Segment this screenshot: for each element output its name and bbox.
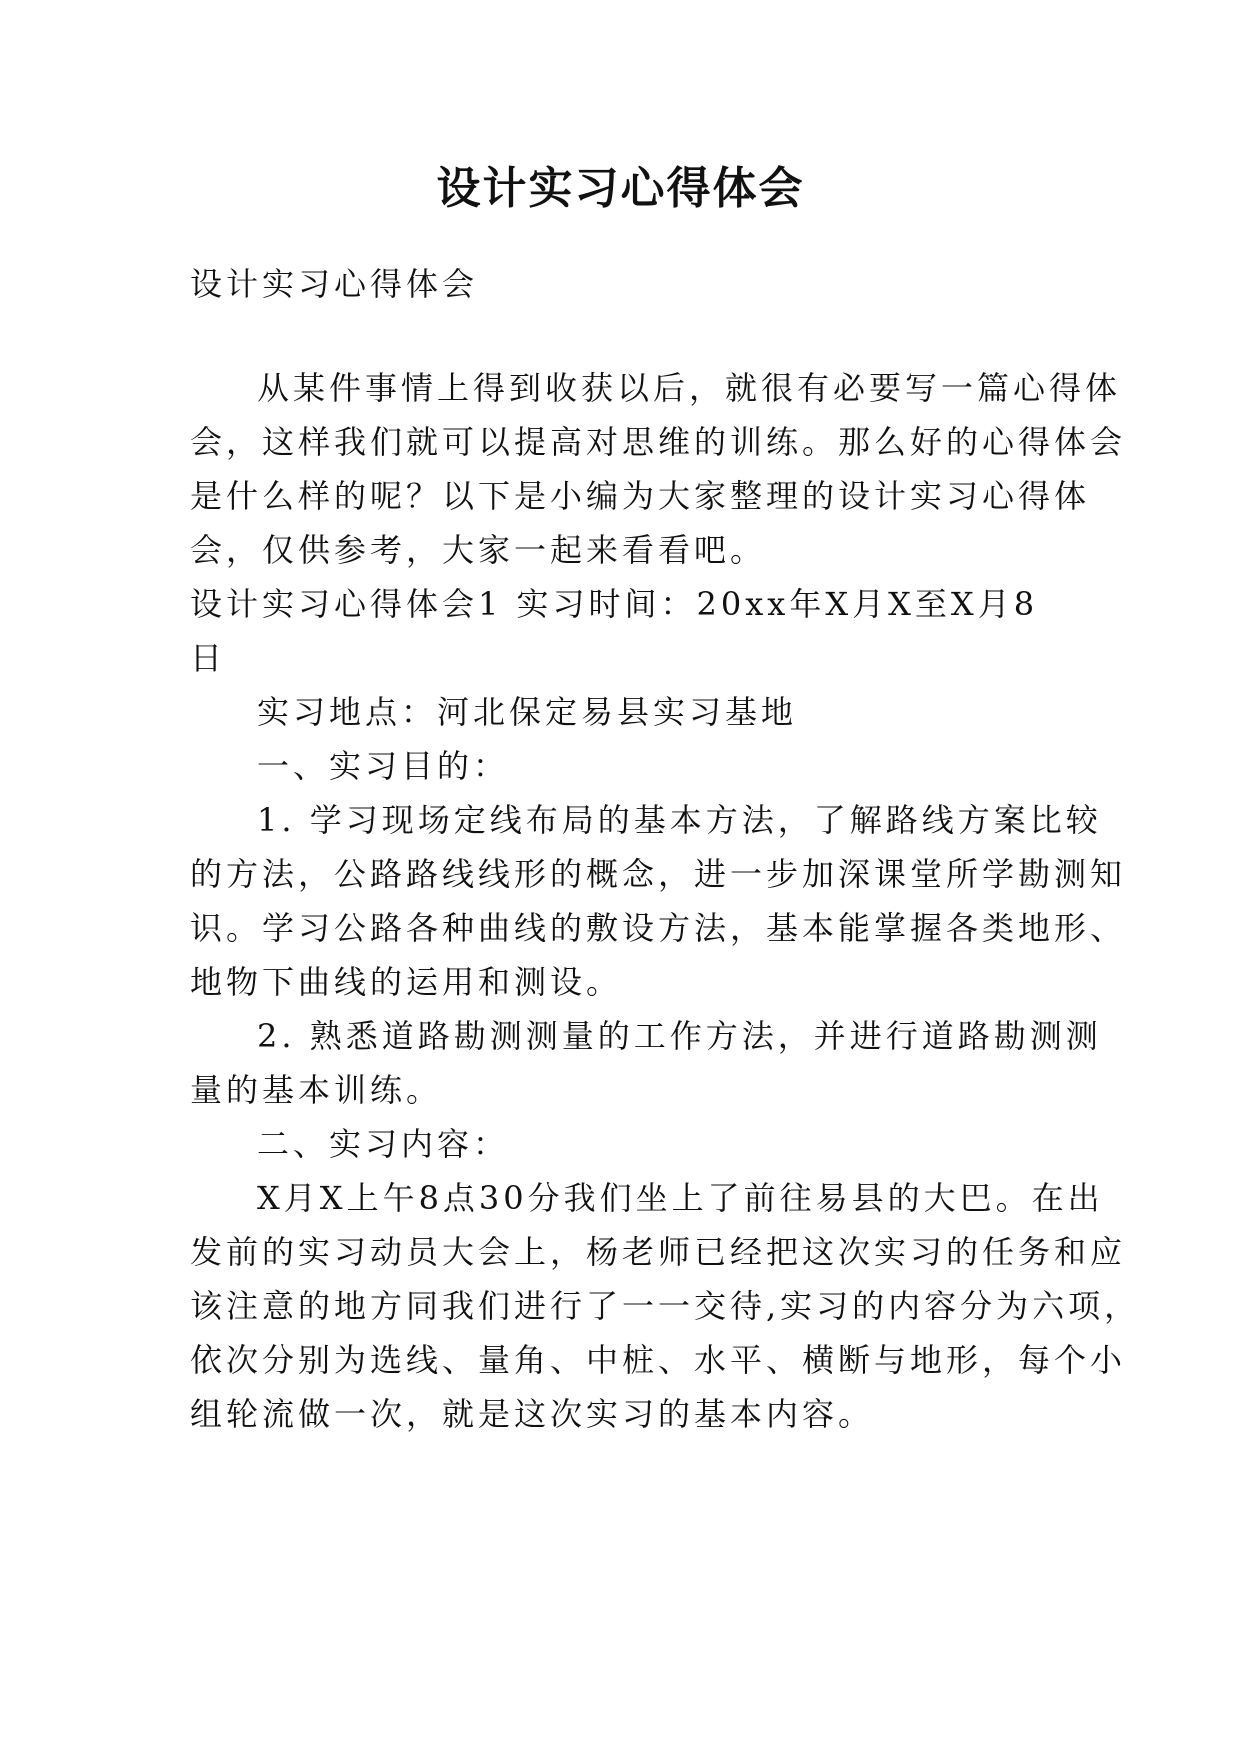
text-line: 组轮流做一次，就是这次实习的基本内容。 [190,1395,875,1433]
text-line: 识。学习公路各种曲线的敷设方法，基本能掌握各类地形、 [190,909,1127,947]
text-line: 是什么样的呢？以下是小编为大家整理的设计实习心得体 [190,477,1091,515]
text-line: 会，仅供参考，大家一起来看看吧。 [190,531,767,569]
text-line: 发前的实习动员大会上，杨老师已经把这次实习的任务和应 [190,1233,1127,1271]
text-line: 设计实习心得体会1 实习时间：20xx年X月X至X月8 [190,585,1039,623]
text-line: X月X上午8点30分我们坐上了前往易县的大巴。在出 [257,1179,1104,1217]
section-heading: 二、实习内容： [257,1125,510,1163]
text-line: 依次分别为选线、量角、中桩、水平、横断与地形，每个小 [190,1341,1127,1379]
text-line: 该注意的地方同我们进行了一一交待,实习的内容分为六项， [190,1287,1141,1325]
text-line: 1. 学习现场定线布局的基本方法，了解路线方案比较 [257,801,1102,839]
section-heading: 一、实习目的： [257,747,510,785]
document-subtitle: 设计实习心得体会 [190,265,479,303]
text-line: 量的基本训练。 [190,1071,443,1109]
text-line: 日 [190,639,227,677]
document-title: 设计实习心得体会 [436,163,805,214]
text-line: 会，这样我们就可以提高对思维的训练。那么好的心得体会 [190,423,1127,461]
text-line: 的方法，公路路线线形的概念，进一步加深课堂所学勘测知 [190,855,1127,893]
text-line: 从某件事情上得到收获以后，就很有必要写一篇心得体 [257,369,1122,407]
text-line: 2. 熟悉道路勘测测量的工作方法，并进行道路勘测测 [257,1017,1102,1055]
text-line: 地物下曲线的运用和测设。 [190,963,623,1001]
text-line: 实习地点：河北保定易县实习基地 [257,693,798,731]
